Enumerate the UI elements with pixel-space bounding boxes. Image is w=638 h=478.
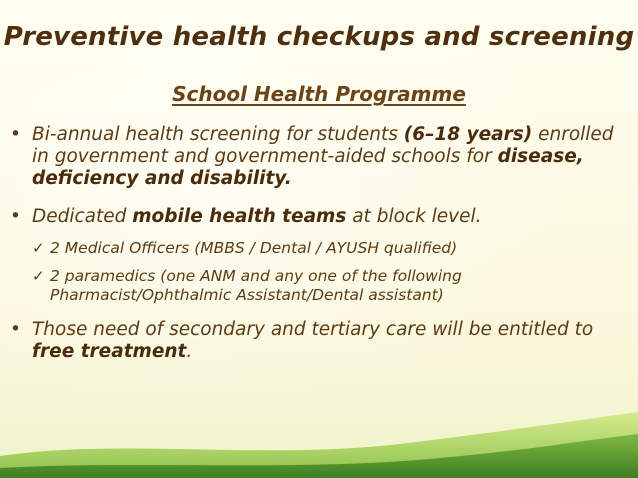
bullet-text: Dedicated mobile health teams at block level. — [32, 206, 482, 227]
bullet-dot-icon: • — [10, 124, 21, 145]
checkmark-icon: ✓ — [32, 267, 45, 285]
bullet-item — [10, 319, 625, 363]
bullet-dot-icon: • — [10, 319, 21, 340]
sub-item-text: 2 Medical Officers (MBBS / Dental / AYUSH qualified) — [50, 239, 458, 257]
bullet-text: Those need of secondary and tertiary care will be entitled to free treatment. — [32, 319, 594, 362]
bullet-item — [10, 124, 625, 190]
checkmark-icon: ✓ — [32, 239, 45, 257]
sub-item — [10, 239, 625, 258]
grass-decoration — [0, 398, 638, 478]
bullet-text: Bi-annual health screening for students (6–18 years) enrolled in government and government-aided schools for disease, deficiency and disability. — [32, 124, 614, 189]
bullet-dot-icon: • — [10, 206, 21, 227]
sub-item-text: 2 paramedics (one ANM and any one of the following Pharmacist/Ophthalmic Assistant/Dental assistant) — [50, 267, 462, 304]
sub-item — [10, 267, 625, 305]
slide-title: Preventive health checkups and screening — [3, 22, 635, 52]
bullet-item — [10, 206, 625, 228]
slide-subtitle: School Health Programme — [172, 82, 466, 106]
bullet-list — [10, 124, 625, 363]
